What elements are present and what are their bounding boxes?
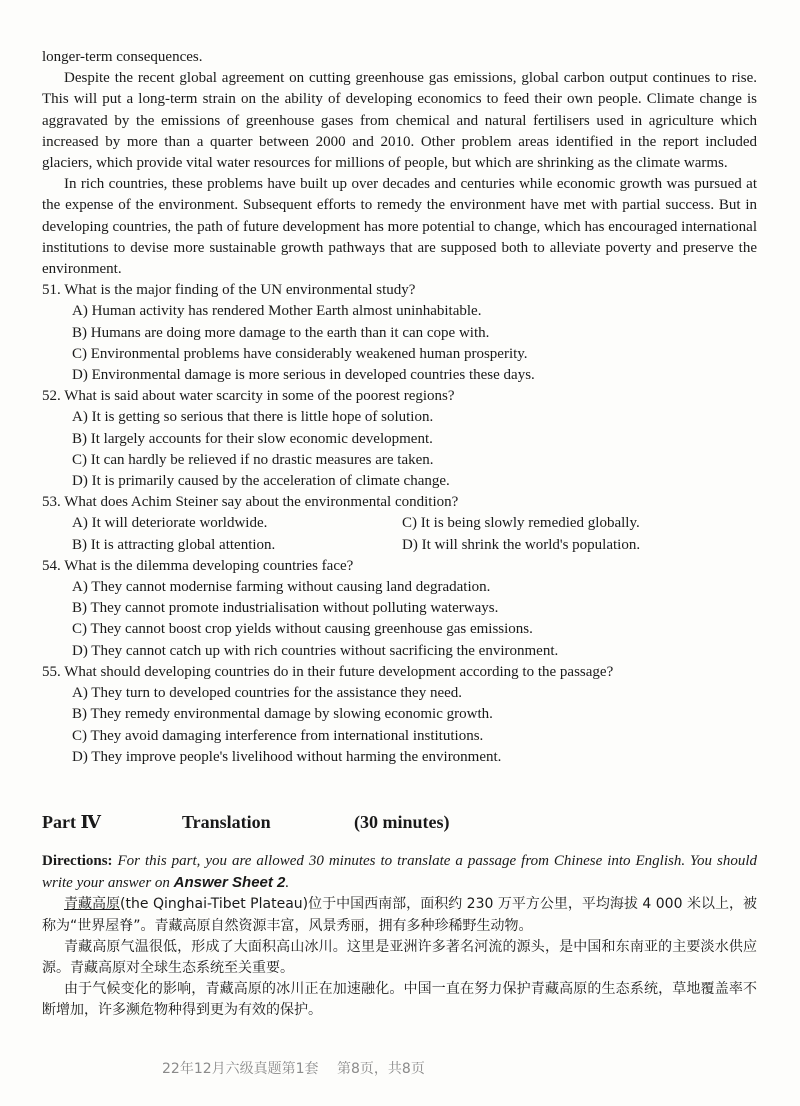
directions-label: Directions:: [42, 853, 113, 869]
translation-paragraph: 由于气候变化的影响，青藏高原的冰川正在加速融化。中国一直在努力保护青藏高原的生态系统，草地覆盖率不断增加，许多濒危物种得到更为有效的保护。: [42, 981, 757, 1019]
option: B) It largely accounts for their slow economic development.: [72, 430, 433, 447]
option: A) It is getting so serious that there is little hope of solution.: [72, 409, 434, 426]
option: B) They remedy environmental damage by slowing economic growth.: [72, 706, 493, 723]
option: C) It can hardly be relieved if no drastic measures are taken.: [72, 451, 434, 468]
translation-paragraph: [42, 894, 757, 936]
passage-paragraph: Despite the recent global agreement on cutting greenhouse gas emissions, global carbon output continues to rise. This will put a long-term strain on the ability of developing economics to feed their own people. Climate change is aggravated by the emissions of greenhouse gases from chemical and natural fertilisers used in agriculture which increased by more than a quarter between 2000 and 2010. Other problem areas identified in the report included glaciers, which provide vital water resources for millions of people, but which are shrinking as the climate warms.: [42, 70, 757, 172]
question-text: 54. What is the dilemma developing countries face?: [42, 557, 354, 574]
option: D) It is primarily caused by the acceleration of climate change.: [72, 473, 450, 490]
question-text: 55. What should developing countries do in their future development according to the passage?: [42, 663, 614, 680]
option: A) They turn to developed countries for the assistance they need.: [72, 685, 463, 702]
option: C) They cannot boost crop yields without causing greenhouse gas emissions.: [72, 621, 533, 638]
part-heading: [42, 812, 450, 833]
directions-text: For this part, you are allowed 30 minutes to translate a passage from Chinese into English. You should write your answer on: [42, 853, 757, 892]
passage-paragraph: In rich countries, these problems have built up over decades and centuries while economic growth was pursued at the expense of the environment. Subsequent efforts to remedy the environment have met with partial success. But in developing countries, the path of future development has more potential to change, which has encouraged international institutions to devise more sustainable growth pathways that are supposed both to alleviate poverty and preserve the environment.: [42, 176, 757, 278]
exam-name: 22年12月六级真题第1套: [162, 1061, 319, 1077]
answer-sheet-label: Answer Sheet 2: [173, 874, 286, 892]
option: A) They cannot modernise farming without causing land degradation.: [72, 579, 491, 596]
passage-line: longer-term consequences.: [42, 49, 203, 65]
question-55: [42, 662, 757, 768]
directions: [42, 851, 757, 894]
reading-passage: [42, 47, 757, 768]
directions-end: .: [285, 875, 290, 892]
question-53: [42, 492, 757, 556]
underlined-term: 青藏高原: [64, 896, 121, 913]
question-text: 51. What is the major finding of the UN environmental study?: [42, 282, 416, 299]
page-number: 第8页，共8页: [337, 1061, 425, 1077]
option: D) Environmental damage is more serious in developed countries these days.: [72, 367, 535, 384]
option: B) Humans are doing more damage to the earth than it can cope with.: [72, 324, 490, 341]
question-54: [42, 556, 757, 662]
option: C) It is being slowly remedied globally.: [402, 515, 640, 532]
option: C) Environmental problems have considerably weakened human prosperity.: [72, 345, 528, 362]
question-51: [42, 280, 757, 386]
question-52: [42, 386, 757, 492]
page-footer: [162, 1058, 425, 1078]
part-title: Translation: [182, 812, 271, 832]
question-text: 52. What is said about water scarcity in some of the poorest regions?: [42, 388, 455, 405]
paragraph-text: (the Qinghai-Tibet Plateau)位于中国西南部，面积约 230 万平方公里，平均海拔 4 000 米以上，被称为“世界屋脊”。青藏高原自然资源丰富，风景秀丽，拥有多种珍稀野生动物。: [42, 896, 757, 934]
option: C) They avoid damaging interference from international institutions.: [72, 727, 484, 744]
question-text: 53. What does Achim Steiner say about the environmental condition?: [42, 494, 459, 511]
option: B) They cannot promote industrialisation without polluting waterways.: [72, 600, 499, 617]
option: D) They improve people's livelihood without harming the environment.: [72, 748, 502, 765]
part-label: Part Ⅳ: [42, 812, 101, 832]
option: A) Human activity has rendered Mother Earth almost uninhabitable.: [72, 303, 482, 320]
translation-paragraph: 青藏高原气温很低，形成了大面积高山冰川。这里是亚洲许多著名河流的源头，是中国和东南亚的主要淡水供应源。青藏高原对全球生态系统至关重要。: [42, 938, 757, 977]
option: D) They cannot catch up with rich countries without sacrificing the environment.: [72, 642, 559, 659]
option: B) It is attracting global attention.: [72, 536, 276, 553]
option: A) It will deteriorate worldwide.: [72, 515, 268, 532]
part-time: (30 minutes): [354, 812, 450, 832]
translation-section: [42, 851, 757, 1022]
option: D) It will shrink the world's population.: [402, 536, 641, 553]
